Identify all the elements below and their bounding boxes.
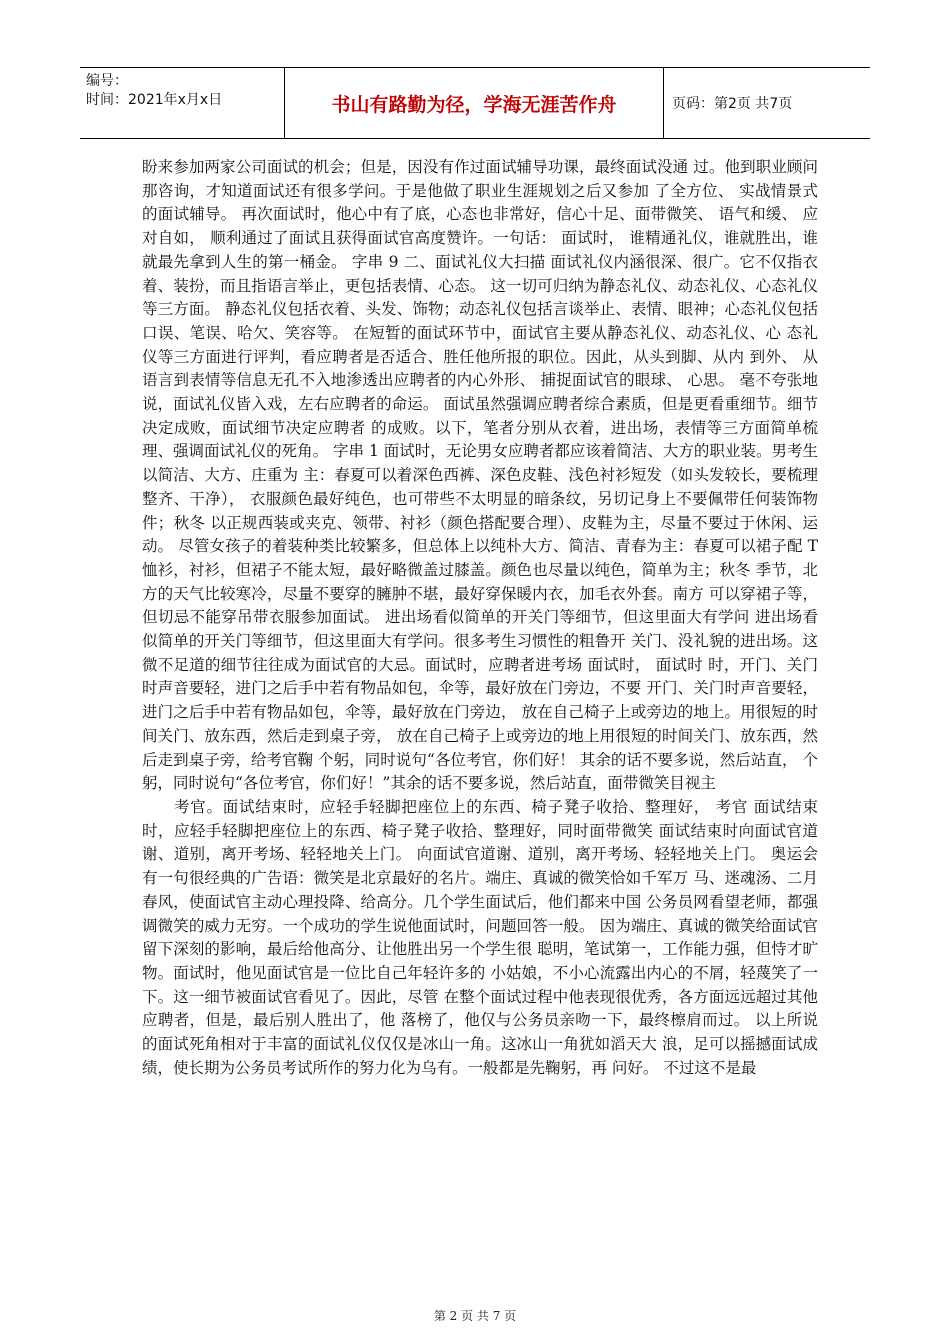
document-date-label: 时间：2021年x月x日 [86,92,223,108]
header-page-info: 页码：第2页 共7页 [672,96,793,112]
document-number-label: 编号： [86,73,128,89]
document-body [142,156,818,1080]
page-footer: 第 2 页 共 7 页 [433,1309,517,1323]
body-paragraph: 考官。面试结束时，应轻手轻脚把座位上的东西、椅子凳子收拾、整理好， 考官 面试结束时，应轻手轻脚把座位上的东西、椅子凳子收拾、整理好，同时面带微笑 面试结束时向面试官道谢、道别，离开考场、轻轻地关上门。 向面试官道谢、道别，离开考场、轻轻地关上门。 奥运会有一句很经典的广告语：微笑是北京最好的名片。端庄、真诚的微笑恰如千军万 马、迷魂汤、二月春风，使面试官主动心理投降、给高分。几个学生面试后，他们都来中国 公务员网看望老师，都强调微笑的威力无穷。一个成功的学生说他面试时，问题回答一般。 因为端庄、真诚的微笑给面试官留下深刻的影响，最后给他高分、让他胜出另一个学生很 聪明，笔试第一，工作能力强，但恃才旷物。面试时，他见面试官是一位比自己年轻许多的 小姑娘，不小心流露出内心的不屑，轻蔑笑了一下。这一细节被面试官看见了。因此，尽管 在整个面试过程中他表现很优秀，各方面远远超过其他应聘者，但是，最后别人胜出了，他 落榜了，他仅与公务员亲吻一下，最终檫肩而过。 以上所说的面试死角相对于丰富的面试礼仪仅仅是冰山一角。这冰山一角犹如滔天大 浪，足可以摇撼面试成绩，使长期为公务员考试所作的努力化为乌有。一般都是先鞠躬，再 问好。 不过这不是最 [142,797,818,1077]
header-meta [80,68,285,138]
header-motto: 书山有路勤为径，学海无涯苦作舟 [285,68,664,138]
page-header [80,67,870,139]
body-paragraph: 盼来参加两家公司面试的机会；但是，因没有作过面试辅导功课，最终面试没通 过。他到职业顾问那咨询，才知道面试还有很多学问。于是他做了职业生涯规划之后又参加 了全方位、 实战情景式的面试辅导。 再次面试时，他心中有了底，心态也非常好，信心十足、面带微笑、 语气和缓、 应对自如， 顺利通过了面试且获得面试官高度赞许。一句话： 面试时， 谁精通礼仪，谁就胜出，谁就最先拿到人生的第一桶金。 字串 9 二、面试礼仪大扫描 面试礼仪内涵很深、很广。它不仅指衣着、装扮，而且指语言举止，更包括表情、心态。 这一切可归纳为静态礼仪、动态礼仪、心态礼仪等三方面。 静态礼仪包括衣着、头发、饰物；动态礼仪包括言谈举止、表情、眼神；心态礼仪包括 口误、笔误、哈欠、笑容等。 在短暂的面试环节中，面试官主要从静态礼仪、动态礼仪、心 态礼仪等三方面进行评判，看应聘者是否适合、胜任他所报的职位。因此，从头到脚、从内 到外、 从语言到表情等信息无孔不入地渗透出应聘者的内心外形、 捕捉面试官的眼球、 心思。 毫不夸张地说，面试礼仪皆入戏，左右应聘者的命运。 面试虽然强调应聘者综合素质，但是更看重细节。细节决定成败，面试细节决定应聘者 的成败。以下，笔者分别从衣着，进出场，表情等三方面简单梳理、强调面试礼仪的死角。 字串 1 面试时，无论男女应聘者都应该着简洁、大方的职业装。男考生以简洁、大方、庄重为 主：春夏可以着深色西裤、深色皮鞋、浅色衬衫短发（如头发较长，要梳理整齐、干净）， 衣服颜色最好纯色，也可带些不太明显的暗条纹，另切记身上不要佩带任何装饰物件；秋冬 以正规西装或夹克、领带、衬衫（颜色搭配要合理）、皮鞋为主，尽量不要过于休闲、运动。 尽管女孩子的着装种类比较繁多，但总体上以纯朴大方、简洁、青春为主：春夏可以裙子配 T 恤衫，衬衫，但裙子不能太短，最好略微盖过膝盖。颜色也尽量以纯色，简单为主；秋冬 季节，北方的天气比较寒冷，尽量不要穿的臃肿不堪，最好穿保暖内衣，加毛衣外套。南方 可以穿裙子等，但切忌不能穿吊带衣服参加面试。 进出场看似简单的开关门等细节，但这里面大有学问 进出场看似简单的开关门等细节，但这里面大有学问。很多考生习惯性的粗鲁开 关门、没礼貌的进出场。这微不足道的细节往往成为面试官的大忌。面试时，应聘者进考场 面试时， 面试时 时，开门、关门时声音要轻，进门之后手中若有物品如包，伞等，最好放在门旁边，不要 开门、关门时声音要轻，进门之后手中若有物品如包，伞等，最好放在门旁边， 放在自己椅子上或旁边的地上。用很短的时间关门、放东西，然后走到桌子旁， 放在自己椅子上或旁边的地上用很短的时间关门、放东西，然后走到桌子旁，给考官鞠 个躬，同时说句“各位考官，你们好！ 其余的话不要多说，然后站直， 个躬，同时说句“各位考官，你们好！”其余的话不要多说，然后站直，面带微笑目视主 [142,158,818,793]
